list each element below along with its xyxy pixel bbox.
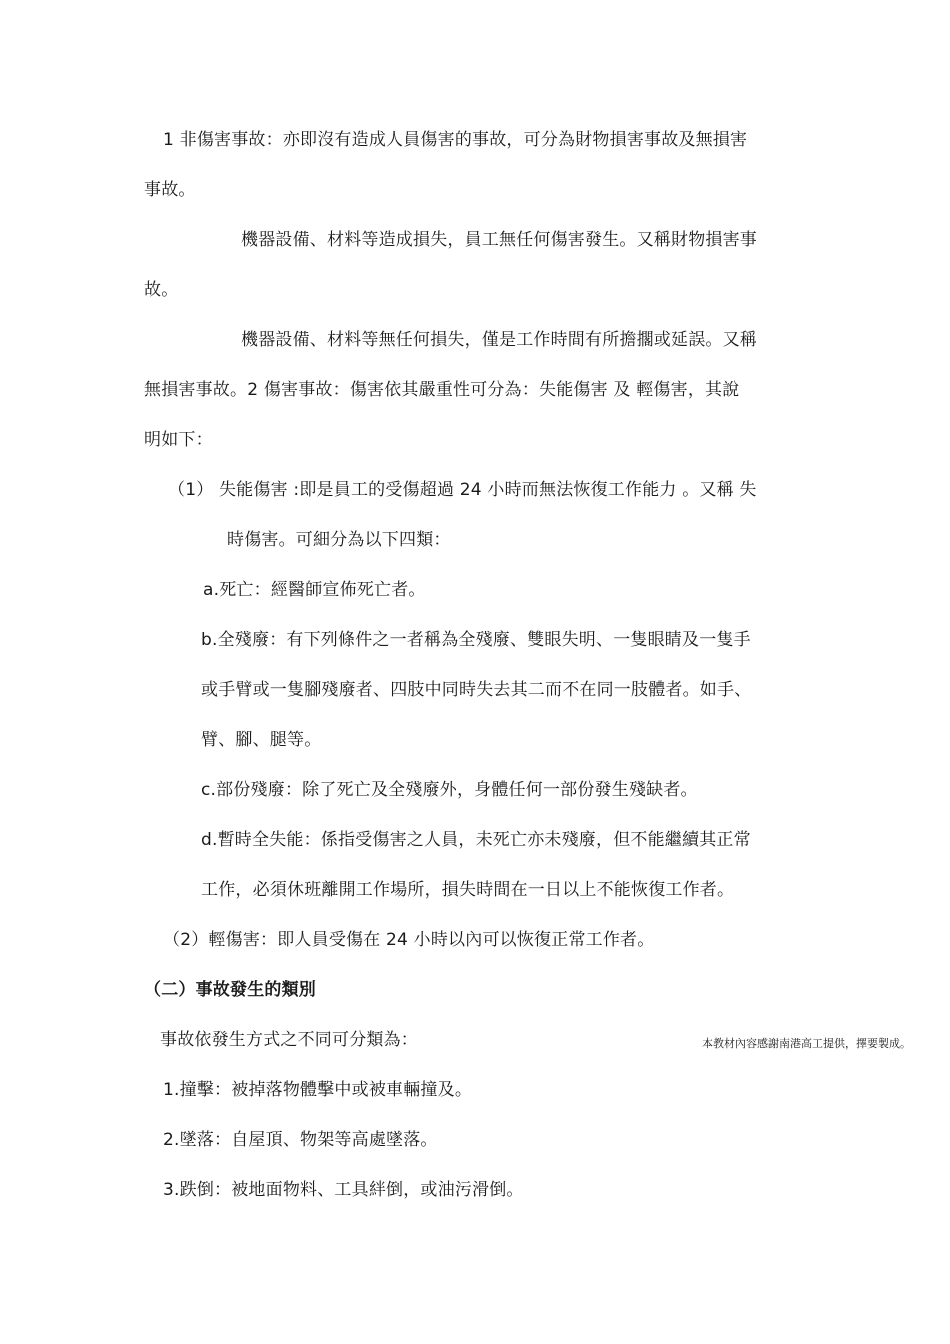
list-item-minor-injury: （2）輕傷害：即人員受傷在 24 小時以內可以恢復正常工作者。	[163, 930, 655, 950]
list-item-total-disability: b.全殘廢：有下列條件之一者稱為全殘廢、雙眼失明、一隻眼睛及一隻手	[201, 630, 751, 650]
paragraph-injury-accident: 無損害事故。2 傷害事故：傷害依其嚴重性可分為：失能傷害 及 輕傷害，其說	[144, 380, 740, 400]
list-item-trip: 3.跌倒：被地面物料、工具絆倒，或油污滑倒。	[163, 1180, 524, 1200]
list-item-fall-from-height: 2.墜落：自屋頂、物架等高處墜落。	[163, 1130, 438, 1150]
paragraph-line: 明如下：	[144, 430, 213, 450]
list-item-impact: 1.撞擊：被掉落物體擊中或被車輛撞及。	[163, 1080, 473, 1100]
side-note: 本教材內容感謝南港高工提供，擇要製成。	[702, 1037, 911, 1050]
section-heading: （二）事故發生的類別	[144, 980, 316, 1000]
paragraph-property-damage: 機器設備、材料等造成損失，員工無任何傷害發生。又稱財物損害事	[241, 230, 757, 250]
paragraph-intro: 事故依發生方式之不同可分類為：	[160, 1030, 418, 1050]
paragraph-no-damage: 機器設備、材料等無任何損失，僅是工作時間有所擔擱或延誤。又稱	[241, 330, 757, 350]
paragraph-line: 工作，必須休班離開工作場所，損失時間在一日以上不能恢復工作者。	[201, 880, 735, 900]
list-item-disabling-injury: （1） 失能傷害 :即是員工的受傷超過 24 小時而無法恢復工作能力 。又稱 失	[168, 480, 757, 500]
paragraph-non-injury-accident: 1 非傷害事故：亦即沒有造成人員傷害的事故，可分為財物損害事故及無損害	[163, 130, 748, 150]
list-item-death: a.死亡：經醫師宣佈死亡者。	[203, 580, 426, 600]
paragraph-line: 故。	[144, 280, 179, 300]
paragraph-line: 時傷害。可細分為以下四類：	[227, 530, 451, 550]
paragraph-line: 事故。	[144, 180, 196, 200]
list-item-partial-disability: c.部份殘廢：除了死亡及全殘廢外，身體任何一部份發生殘缺者。	[201, 780, 698, 800]
paragraph-line: 或手臂或一隻腳殘廢者、四肢中同時失去其二而不在同一肢體者。如手、	[201, 680, 752, 700]
paragraph-line: 臂、腳、腿等。	[201, 730, 322, 750]
list-item-temporary-disability: d.暫時全失能：係指受傷害之人員，未死亡亦未殘廢，但不能繼續其正常	[201, 830, 751, 850]
